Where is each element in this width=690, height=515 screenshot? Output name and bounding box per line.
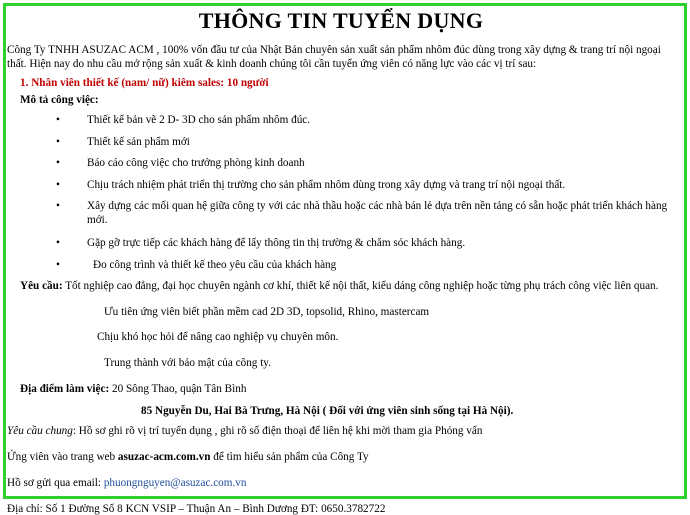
list-item: • Đo công trình và thiết kế theo yêu cầu của khách hàng: [7, 259, 675, 273]
work-location-label: Địa điểm làm việc:: [20, 383, 110, 395]
page-title: THÔNG TIN TUYỂN DỤNG: [198, 8, 484, 33]
general-requirements-label: Yêu cầu chung: [7, 425, 73, 437]
work-location-1: 20 Sông Thao, quận Tân Bình: [111, 383, 247, 395]
website-line: [7, 451, 675, 463]
requirement-extra: Ưu tiên ứng viên biết phần mềm cad 2D 3D, topsolid, Rhino, mastercam: [104, 305, 430, 318]
job-description-label: Mô tả công việc:: [20, 94, 99, 106]
requirement-extra: Chịu khó học hỏi để nâng cao nghiệp vụ chuyên môn.: [97, 331, 339, 343]
website-prefix: Ứng viên vào trang web: [7, 451, 118, 463]
list-item: • Thiết kế bản vẽ 2 D- 3D cho sản phẩm nhôm đúc.: [7, 114, 675, 128]
email-prefix: Hồ sơ gửi qua email:: [7, 477, 104, 489]
position-heading: 1. Nhân viên thiết kế (nam/ nữ) kiêm sales: 10 người: [20, 77, 269, 89]
requirements-label: Yêu cầu:: [20, 280, 63, 292]
address-line: Địa chỉ: Số 1 Đường Số 8 KCN VSIP – Thuận An – Bình Dương ĐT: 0650.3782722: [7, 503, 386, 515]
website-suffix: để tìm hiểu sản phẩm của Công Ty: [210, 451, 369, 463]
list-item: [7, 200, 675, 227]
list-item-text: Xây dựng các mối quan hệ giữa công ty với các nhà thầu hoặc các nhà bán lẻ dựa trên nền tảng có sẵn hoặc phát triển khách hàng mới.: [87, 200, 668, 226]
list-item: • Gặp gỡ trực tiếp các khách hàng để lấy thông tin thị trường & chăm sóc khách hàng.: [7, 237, 675, 251]
general-requirements-text: : Hồ sơ ghi rõ vị trí tuyển dụng , ghi rõ số điện thoại để liên hệ khi mời tham gia Phỏng vấn: [72, 425, 483, 437]
website-link[interactable]: asuzac-acm.com.vn: [117, 451, 211, 463]
email-line: [7, 477, 675, 489]
requirements: [20, 280, 675, 294]
list-item: • Báo cáo công việc cho trưởng phòng kinh doanh: [7, 157, 675, 171]
general-requirements: [7, 425, 675, 437]
requirement-extra: Trung thành với bảo mật của công ty.: [104, 356, 271, 369]
work-location: [20, 383, 675, 395]
list-item: • Chịu trách nhiệm phát triển thị trường cho sản phẩm nhôm dùng trong xây dựng và trang trí nội ngoại thất.: [7, 179, 675, 193]
intro-paragraph: Công Ty TNHH ASUZAC ACM , 100% vốn đầu tư của Nhật Bản chuyên sản xuất sản phẩm nhôm đúc dùng trong xây dựng & trang trí nội ngoại thất. Hiện nay do nhu cầu mở rộng sản xuất & kinh doanh chúng tôi cần tuyển ứng viên có năng lực vào các vị trí sau:: [7, 44, 661, 70]
work-location-2: 85 Nguyễn Du, Hai Bà Trưng, Hà Nội ( Đối với ứng viên sinh sống tại Hà Nội).: [141, 405, 514, 417]
email-link[interactable]: phuongnguyen@asuzac.com.vn: [103, 477, 247, 489]
duties-list: [7, 114, 675, 272]
job-posting-document: [7, 4, 675, 515]
requirements-main: Tốt nghiệp cao đẳng, đại học chuyên ngành cơ khí, thiết kế nội thất, kiểu dáng công nghiệp hoặc từng phụ trách công việc liên quan.: [65, 280, 659, 292]
list-item: • Thiết kế sản phẩm mới: [7, 136, 675, 150]
